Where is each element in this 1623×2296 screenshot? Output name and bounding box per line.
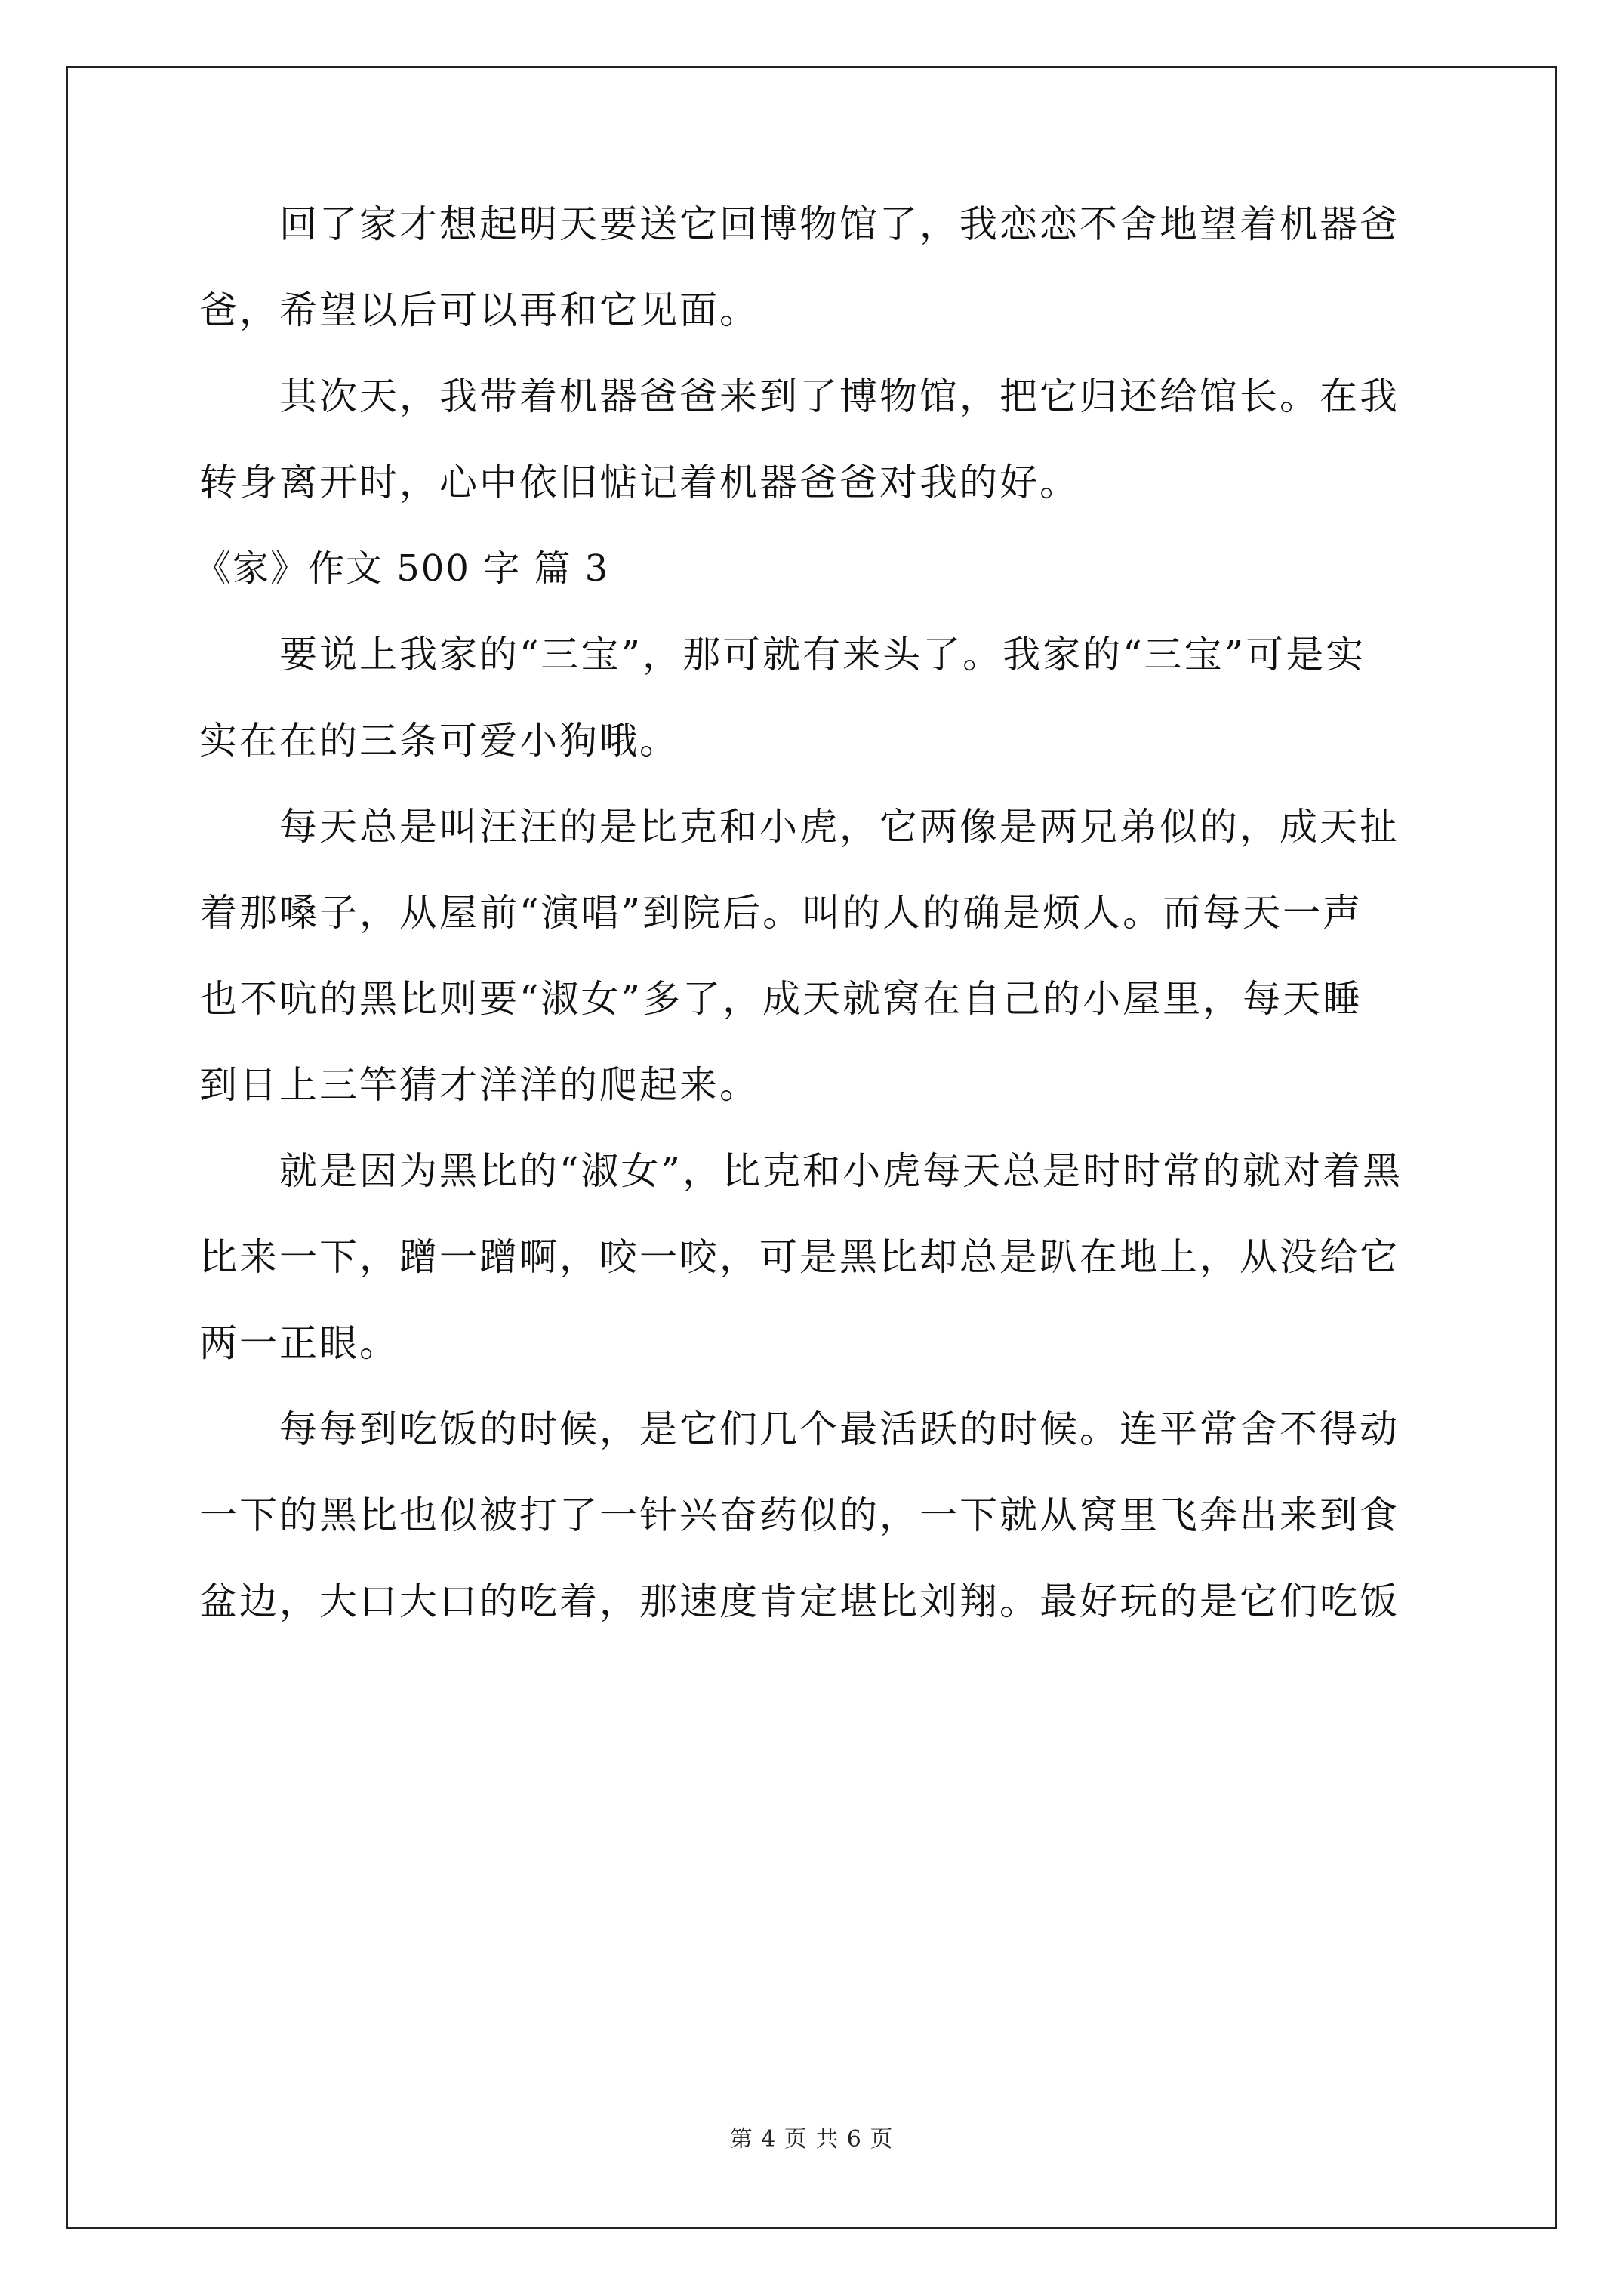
paragraph: [199, 181, 1425, 353]
section-heading: 《家》作文 500 字 篇 3: [195, 547, 610, 590]
document-body: [195, 181, 1425, 1644]
text-line: 回了家才想起明天要送它回博物馆了，我恋恋不舍地望着机器爸: [279, 202, 1400, 246]
text-line: 也不吭的黑比则要“淑女”多了，成天就窝在自己的小屋里，每天睡: [199, 977, 1363, 1021]
text-line: 每天总是叫汪汪的是比克和小虎，它两像是两兄弟似的，成天扯: [279, 805, 1400, 849]
paragraph: [199, 353, 1425, 525]
text-line: 爸，希望以后可以再和它见面。: [199, 288, 759, 332]
text-line: 每每到吃饭的时候，是它们几个最活跃的时候。连平常舍不得动: [279, 1407, 1400, 1451]
text-line: 两一正眼。: [199, 1321, 399, 1365]
text-line: 就是因为黑比的“淑女”，比克和小虎每天总是时时常的就对着黑: [279, 1149, 1403, 1193]
text-line: 着那嗓子，从屋前“演唱”到院后。叫的人的确是烦人。而每天一声: [199, 891, 1363, 935]
paragraph: [199, 1386, 1425, 1644]
page-footer: 第 4 页 共 6 页: [729, 2126, 894, 2153]
text-line: 到日上三竿猜才洋洋的爬起来。: [199, 1063, 759, 1107]
paragraph: [199, 784, 1425, 1128]
text-line: 比来一下，蹭一蹭啊，咬一咬，可是黑比却总是趴在地上，从没给它: [199, 1235, 1400, 1279]
text-line: 转身离开时，心中依旧惦记着机器爸爸对我的好。: [199, 461, 1079, 504]
text-line: 一下的黑比也似被打了一针兴奋药似的，一下就从窝里飞奔出来到食: [199, 1493, 1400, 1537]
text-line: 实在在的三条可爱小狗哦。: [199, 719, 679, 763]
paragraph: [199, 1128, 1425, 1386]
text-line: 要说上我家的“三宝”，那可就有来头了。我家的“三宝”可是实: [279, 633, 1366, 676]
text-line: 其次天，我带着机器爸爸来到了博物馆，把它归还给馆长。在我: [279, 374, 1400, 418]
paragraph: [199, 612, 1425, 784]
text-line: 盆边，大口大口的吃着，那速度肯定堪比刘翔。最好玩的是它们吃饭: [199, 1579, 1400, 1623]
